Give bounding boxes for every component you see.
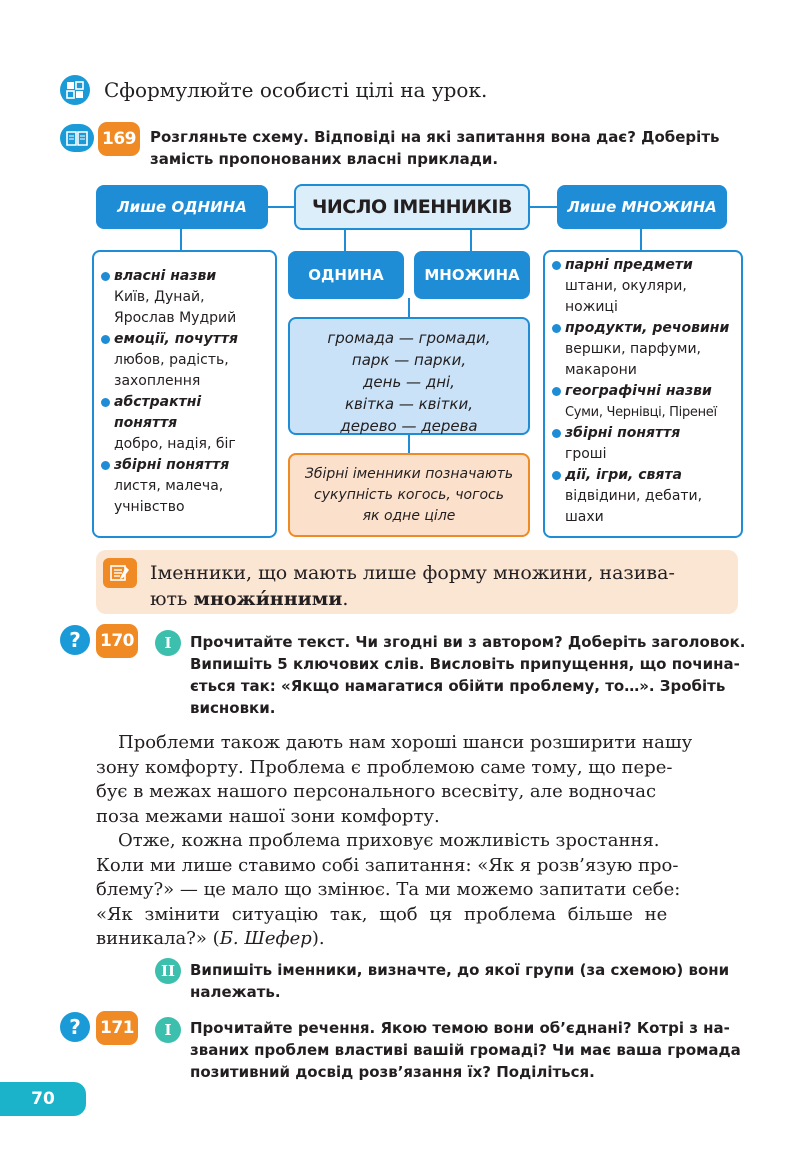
text-line: Отже, кожна проблема приховує можливість зростання. — [118, 830, 660, 851]
example-line: гроші — [565, 446, 607, 462]
exercise-169-task — [150, 126, 770, 170]
example-line: добро, надія, біг — [114, 436, 236, 452]
rule-text-part: ють — [150, 588, 194, 610]
category-label: географічні назви — [551, 381, 741, 402]
example-line: листя, малеча, — [114, 478, 224, 494]
example-line: любов, радість, — [114, 352, 229, 368]
goal-puzzle-icon — [60, 75, 90, 105]
scheme-connector — [470, 230, 472, 252]
question-icon: ? — [60, 625, 90, 655]
category-label: дії, ігри, свята — [551, 465, 741, 486]
scheme-connector — [530, 206, 558, 208]
scheme-title: ЧИСЛО ІМЕННИКІВ — [294, 184, 530, 230]
category-label: емоції, почуття — [100, 329, 275, 350]
scheme-connector — [640, 229, 642, 251]
text-line — [96, 927, 738, 952]
category-label: збірні поняття — [551, 423, 741, 444]
text-part: ). — [311, 928, 325, 949]
level-1-badge: I — [155, 630, 181, 656]
scheme-connector — [268, 206, 296, 208]
task-line: позитивний досвід розв’язання їх? Поділіться. — [190, 1063, 595, 1081]
task-line: висновки. — [190, 699, 276, 717]
example-line: відвідини, дебати, — [565, 488, 703, 504]
text-part: виникала?» ( — [96, 928, 220, 949]
noun-pair: парк — парки, — [351, 351, 467, 369]
noun-pair: квітка — квітки, — [345, 395, 473, 413]
example-line: учнівство — [114, 499, 185, 515]
plural-heading: МНОЖИНА — [414, 251, 530, 299]
text-line: Коли ми лише ставимо собі запитання: «Як я розв’язую про- — [96, 854, 679, 876]
task-line: Прочитайте текст. Чи згодні ви з автором? Доберіть заголовок. — [190, 633, 746, 651]
example-line: штани, окуляри, — [565, 278, 687, 294]
rule-notebook-icon — [103, 558, 137, 588]
note-line: Збірні іменники позначають — [304, 466, 514, 482]
plural-only-heading: Лише МНОЖИНА — [557, 185, 727, 229]
exercise-169-badge: 169 — [98, 122, 140, 156]
author-name: Б. Шефер — [219, 928, 312, 949]
text-line: зону комфорту. Проблема є проблемою саме тому, що пере- — [96, 756, 673, 778]
singular-heading: ОДНИНА — [288, 251, 404, 299]
rule-line: Іменники, що мають лише форму множини, назива- — [150, 562, 675, 584]
scheme-connector — [408, 298, 410, 318]
exercise-169-task-line: замість пропонованих власні приклади. — [150, 150, 499, 168]
plural-only-box — [543, 250, 743, 538]
example-line: Ярослав Мудрий — [114, 310, 237, 326]
exercise-171-task — [190, 1017, 750, 1083]
exercise-170-badge: 170 — [96, 624, 138, 658]
task-line: ється так: «Якщо намагатися обійти проблему, то…». Зробіть — [190, 677, 726, 695]
category-label: продукти, речовини — [551, 318, 741, 339]
example-line: захоплення — [114, 373, 201, 389]
scheme-connector — [408, 435, 410, 453]
scheme-connector — [180, 229, 182, 251]
exercise-170-task-2 — [190, 959, 750, 1003]
example-line: Суми, Чернівці, Піренеї — [565, 405, 717, 420]
noun-pair: день — дні, — [363, 373, 455, 391]
exercise-169-task-line: Розгляньте схему. Відповіді на які запитання вона дає? Доберіть — [150, 128, 720, 146]
task-line: званих проблем властиві вашій громаді? Чи має ваша громада — [190, 1041, 741, 1059]
text-line: бує в межах нашого персонального всесвіту, але водночас — [96, 781, 657, 802]
text-line: «Як змінити ситуацію так, щоб ця проблема більше не — [96, 903, 668, 925]
task-line: Прочитайте речення. Якою темою вони об’єднані? Котрі з на- — [190, 1019, 730, 1037]
exercise-171-badge: 171 — [96, 1011, 138, 1045]
task-line: належать. — [190, 983, 281, 1001]
rule-text — [150, 560, 722, 612]
category-label: абстрактні — [100, 392, 275, 413]
book-icon — [60, 124, 94, 152]
text-line: поза межами нашої зони комфорту. — [96, 805, 440, 827]
text-line: блему?» — це мало що змінює. Та ми можемо запитати себе: — [96, 879, 681, 900]
task-line: Випишіть 5 ключових слів. Висловіть припущення, що почина- — [190, 655, 740, 673]
task-line: Випишіть іменники, визначте, до якої групи (за схемою) вони — [190, 961, 730, 979]
rule-line — [150, 586, 722, 612]
example-line: шахи — [565, 509, 604, 525]
exercise-170-task — [190, 631, 750, 719]
level-1-badge: I — [155, 1017, 181, 1043]
level-2-badge: II — [155, 958, 181, 984]
exercise-170-reading-text — [96, 731, 738, 952]
example-line: макарони — [565, 362, 637, 378]
category-label: поняття — [114, 415, 178, 431]
scheme-connector — [344, 230, 346, 252]
text-line: Проблеми також дають нам хороші шанси розширити нашу — [118, 732, 693, 753]
note-line: як одне ціле — [362, 508, 456, 524]
singular-plural-pairs — [288, 317, 530, 435]
rule-term: множи́нними — [193, 588, 343, 610]
rule-text-part: . — [342, 588, 349, 610]
lesson-goal-text: Сформулюйте особисті цілі на урок. — [104, 78, 488, 102]
example-line: Київ, Дунай, — [114, 289, 205, 305]
singular-only-heading: Лише ОДНИНА — [96, 185, 268, 229]
category-label: власні назви — [100, 266, 275, 287]
example-line: вершки, парфуми, — [565, 341, 702, 357]
note-line: сукупність когось, чогось — [314, 487, 504, 503]
category-label: парні предмети — [551, 255, 741, 276]
question-icon: ? — [60, 1012, 90, 1042]
noun-pair: дерево — дерева — [340, 417, 478, 435]
page-number: 70 — [0, 1082, 86, 1116]
category-label: збірні поняття — [100, 455, 275, 476]
collective-nouns-note — [288, 453, 530, 537]
singular-only-box — [92, 250, 277, 538]
example-line: ножиці — [565, 299, 618, 315]
noun-pair: громада — громади, — [327, 329, 491, 347]
